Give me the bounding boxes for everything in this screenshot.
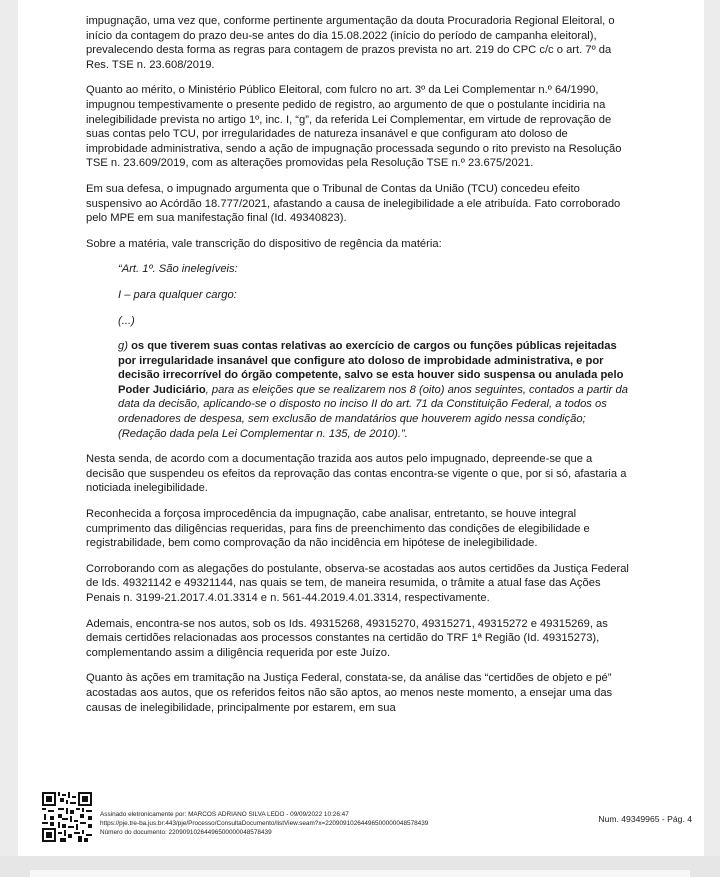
page-number: Num. 49349965 - Pág. 4 bbox=[598, 814, 692, 824]
document-number: Número do documento: 22090910264496500000048578439 bbox=[100, 829, 272, 836]
next-page-edge bbox=[30, 870, 690, 877]
qr-code-icon[interactable] bbox=[42, 792, 92, 842]
quote-g-rest: , para as eleições que se realizarem nos 8 (oito) anos seguintes, contados a partir da data da decisão, aplicando-se o disposto no inciso II do art. 71 da Constituição Federal, a todos os ordenadores de despesa, sem exclusão de mandatários que houverem agido nessa condição; (Redação dada pela Lei Complementar n. 135, de 2010).”. bbox=[118, 383, 628, 440]
document-url[interactable]: https://pje.tre-ba.jus.br:443/pje/Processo/ConsultaDocumento/listView.seam?x=22090910264496500000048578439 bbox=[100, 820, 429, 827]
signature-info bbox=[100, 810, 428, 837]
paragraph-6: Reconhecida a forçosa improcedência da impugnação, cabe analisar, entretanto, se houve integral cumprimento das diligências requeridas, para fins de preenchimento das condições de elegibilidade e registrabilidade, bem como comprovação da não incidência em hipótese de inelegibilidade. bbox=[86, 508, 590, 550]
legal-quote bbox=[118, 262, 631, 441]
paragraph-4: Sobre a matéria, vale transcrição do dispositivo de regência da matéria: bbox=[86, 237, 442, 250]
paragraph-2: Quanto ao mérito, o Ministério Público Eleitoral, com fulcro no art. 3º da Lei Complementar n.º 64/1990, impugnou tempestivamente o presente pedido de registro, ao argumento de que o postulante incidiria na inelegibilidade prevista no artigo 1º, inc. I, “g”, da referida Lei Complementar, em virtude de reprovação de suas contas pelo TCU, por irregularidades de natureza insanável e que configuram ato doloso de improbidade administrativa, sendo a ação de impugnação processada segundo o rito previsto na Resolução TSE n. 23.609/2019, com as alterações promovidas pela Resolução TSE n.º 23.675/2021. bbox=[86, 84, 622, 170]
document-body bbox=[86, 14, 631, 726]
quote-g-prefix: g) bbox=[118, 340, 128, 353]
signed-by: Assinado eletronicamente por: MARCOS ADRIANO SILVA LEDO - 09/09/2022 10:26:47 bbox=[100, 811, 349, 818]
paragraph-5: Nesta senda, de acordo com a documentação trazida aos autos pelo impugnado, depreende-se que a decisão que suspendeu os efeitos da reprovação das contas encontra-se vigente o que, por si só, afastaria a noticiada inelegibilidade. bbox=[86, 453, 627, 495]
paragraph-3: Em sua defesa, o impugnado argumenta que o Tribunal de Contas da União (TCU) concedeu efeito suspensivo ao Acórdão 18.777/2021, afastando a causa de inelegibilidade a ele atribuída. Fato corroborado pelo MPE em sua manifestação final (Id. 49340823). bbox=[86, 182, 621, 225]
signature-footer bbox=[42, 786, 692, 846]
document-page bbox=[18, 0, 704, 856]
paragraph-9: Quanto às ações em tramitação na Justiça Federal, constata-se, da análise das “certidões de objeto e pé” acostadas aos autos, que os referidos feitos não são aptos, ao menos neste momento, a ensejar uma das causas de inelegibilidade, principalmente por estarem, em sua bbox=[86, 672, 613, 714]
paragraph-8: Ademais, encontra-se nos autos, sob os Ids. 49315268, 49315270, 49315271, 49315272 e 49315269, as demais certidões relacionadas aos processos constantes na certidão do TRF 1ª Região (Id. 49315273), complementando assim a diligência requerida por este Juízo. bbox=[86, 617, 608, 659]
paragraph-7: Corroborando com as alegações do postulante, observa-se acostadas aos autos certidões da Justiça Federal de Ids. 49321142 e 49321144, nas quais se tem, de maneira resumida, o trâmite a atual fase das Ações Penais n. 3199-21.2017.4.01.3314 e n. 561-44.2019.4.01.3314, respectivamente. bbox=[86, 562, 629, 604]
quote-item: I – para qualquer cargo: bbox=[118, 288, 237, 301]
quote-article: “Art. 1º. São inelegíveis: bbox=[118, 263, 238, 276]
quote-g-bold: os que tiverem suas contas relativas ao exercício de cargos ou funções públicas rejeitadas por irregularidade insanável que configure ato doloso de improbidade administrativa, e por decisão irrecorrível do órgão competente, salvo se esta houver sido suspensa ou anulada pelo Poder Judiciário bbox=[118, 340, 624, 396]
quote-paragraph-g bbox=[118, 339, 631, 441]
paragraph-1: impugnação, uma vez que, conforme pertinente argumentação da douta Procuradoria Regional Eleitoral, o início da contagem do prazo deu-se antes do dia 15.08.2022 (início do período de campanha eleitoral), prevalecendo desta forma as regras para contagem de prazos prevista no art. 219 do CPC c/c o art. 7º da Res. TSE n. 23.608/2019. bbox=[86, 15, 615, 71]
quote-ellipsis: (...) bbox=[118, 314, 135, 327]
